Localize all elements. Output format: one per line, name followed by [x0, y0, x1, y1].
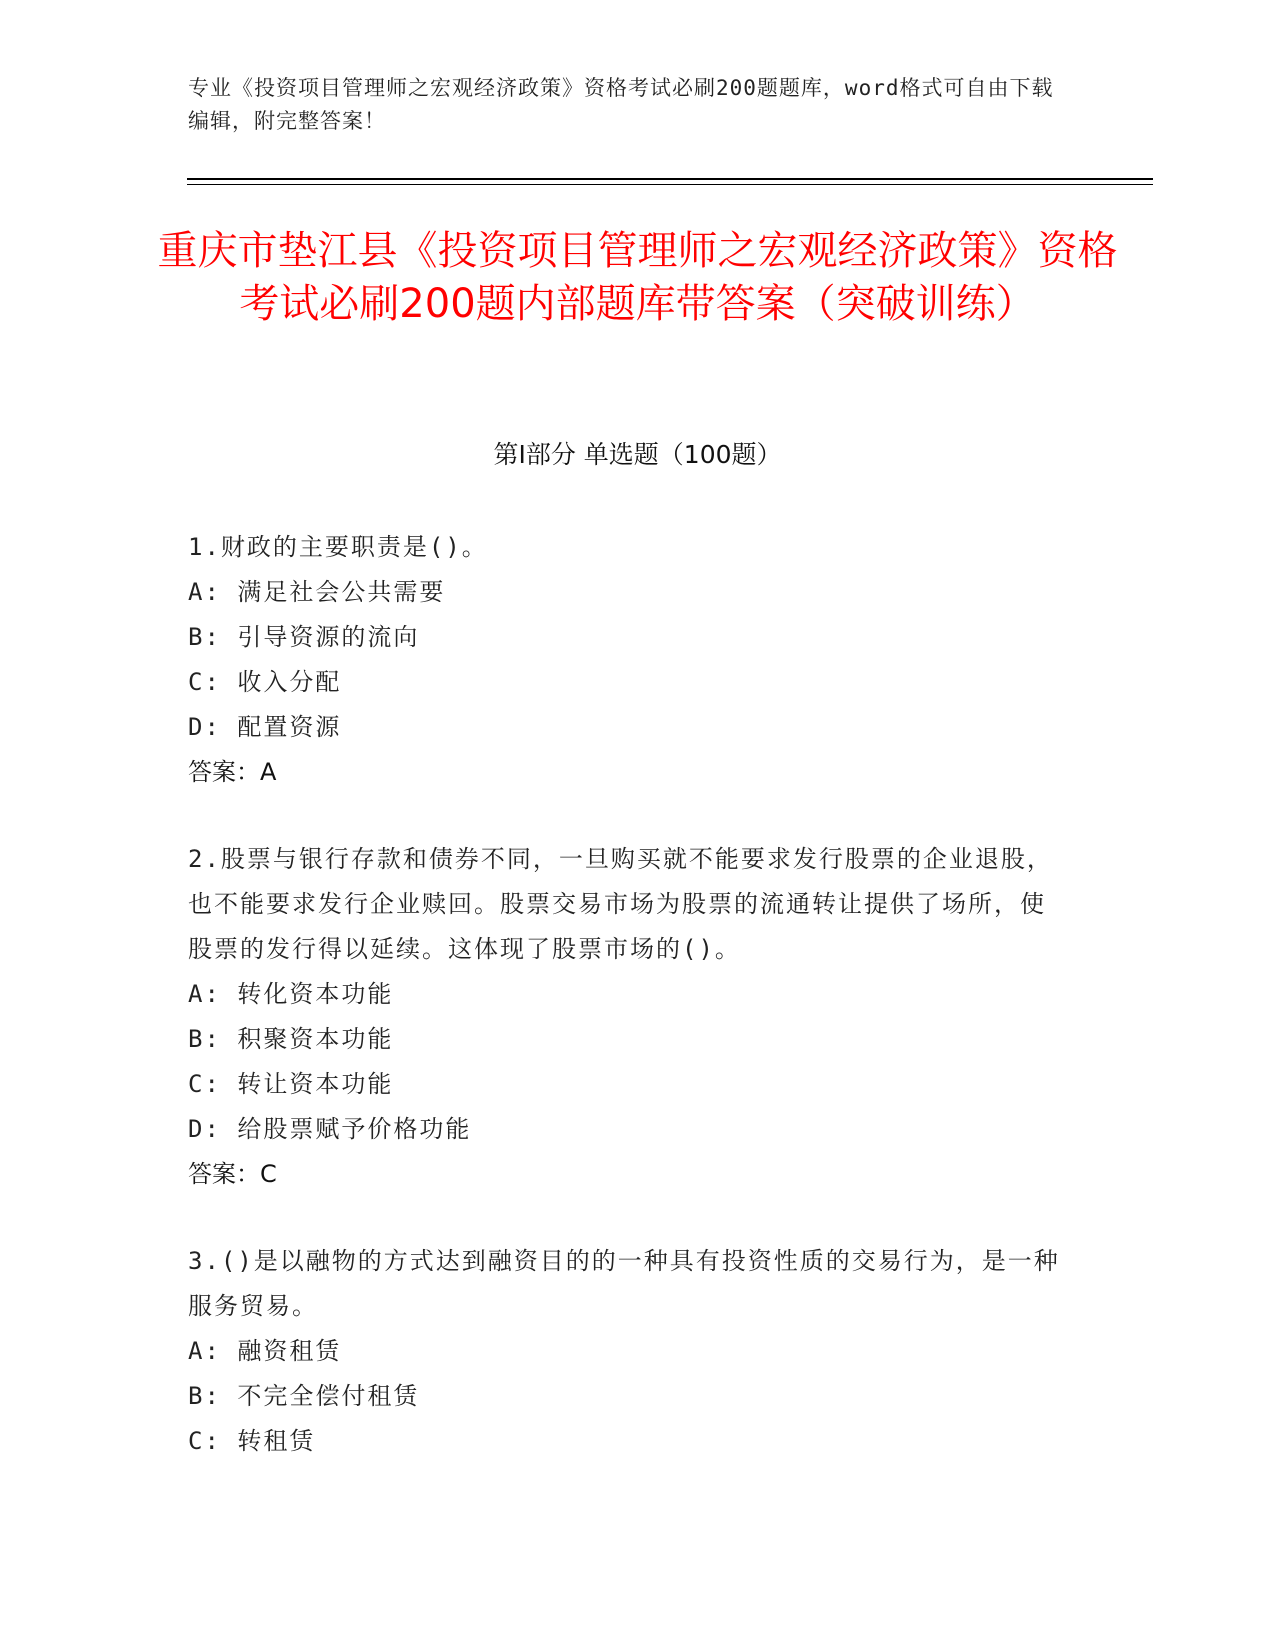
- option-a: A: 融资租赁: [188, 1337, 342, 1365]
- option-a: A: 转化资本功能: [188, 980, 394, 1008]
- question-2: [188, 837, 1068, 1197]
- question-1: [188, 525, 1068, 795]
- option-c: C: 收入分配: [188, 668, 342, 696]
- section-heading: 第I部分 单选题（100题）: [493, 440, 782, 469]
- option-a: A: 满足社会公共需要: [188, 578, 446, 606]
- option-b: B: 积聚资本功能: [188, 1025, 394, 1053]
- answer-line: 答案：C: [188, 1160, 277, 1188]
- option-b: B: 不完全偿付租赁: [188, 1382, 420, 1410]
- option-d: D: 配置资源: [188, 713, 342, 741]
- question-text: 1.财政的主要职责是()。: [188, 533, 488, 561]
- document-title: 重庆市垫江县《投资项目管理师之宏观经济政策》资格考试必刷200题内部题库带答案（突破训练）: [157, 228, 1118, 327]
- intro-text: 专业《投资项目管理师之宏观经济政策》资格考试必刷200题题库，word格式可自由下载编辑，附完整答案！: [188, 76, 1054, 133]
- answer-line: 答案：A: [188, 758, 277, 786]
- option-d: D: 给股票赋予价格功能: [188, 1115, 472, 1143]
- question-list: [188, 525, 1068, 1506]
- question-3: [188, 1239, 1068, 1464]
- question-text: 3.()是以融物的方式达到融资目的的一种具有投资性质的交易行为，是一种服务贸易。: [188, 1247, 1060, 1320]
- option-b: B: 引导资源的流向: [188, 623, 420, 651]
- option-c: C: 转租赁: [188, 1427, 316, 1455]
- option-c: C: 转让资本功能: [188, 1070, 394, 1098]
- header-divider-thick: [187, 178, 1153, 180]
- question-text: 2.股票与银行存款和债券不同，一旦购买就不能要求发行股票的企业退股，也不能要求发行企业赎回。股票交易市场为股票的流通转让提供了场所，使股票的发行得以延续。这体现了股票市场的()。: [188, 845, 1053, 963]
- header-divider-thin: [187, 184, 1153, 185]
